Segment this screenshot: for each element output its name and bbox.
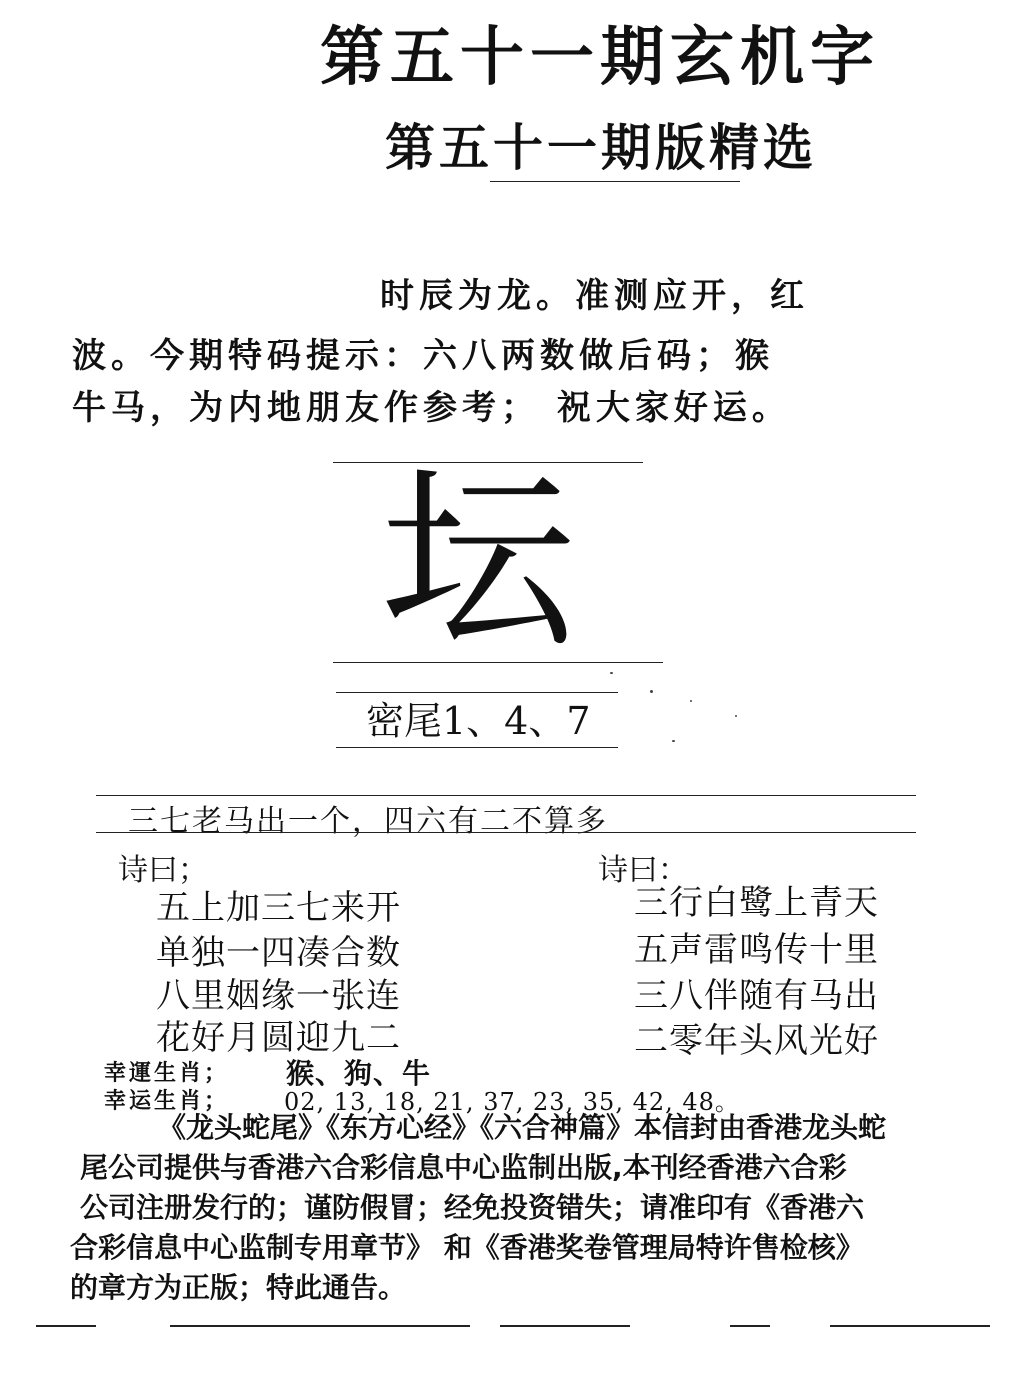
- poem-left-line-1: 五上加三七来开: [156, 888, 401, 928]
- lucky-zodiac-value: 猴、狗、牛: [286, 1057, 432, 1090]
- poem-left-line-3: 八里姻缘一张连: [156, 976, 401, 1016]
- notice-line-3: 公司注册发行的；谨防假冒；经免投资错失；请准印有《香港六: [80, 1191, 865, 1224]
- notice-line-5: 的章方为正版；特此通告。: [70, 1271, 407, 1304]
- poem-left-label: 诗曰；: [118, 853, 208, 888]
- print-speck: [690, 700, 692, 702]
- verse-bottom-rule: [96, 832, 916, 833]
- poem-left-line-4: 花好月圆迎九二: [156, 1018, 401, 1058]
- poem-left-line-2: 单独一四凑合数: [156, 933, 401, 973]
- subtitle-underline: [490, 181, 740, 182]
- intro-line-1: 时辰为龙。准测应开，红: [380, 276, 809, 316]
- page-subtitle: 第五十一期版精选: [385, 118, 817, 177]
- riddle-character: 坛: [379, 448, 576, 676]
- print-speck: [610, 672, 613, 674]
- mi-wei-text: 密尾1、4、7: [366, 699, 591, 743]
- footer-dash: [500, 1325, 630, 1327]
- lucky-zodiac-label: 幸運生肖；: [104, 1061, 230, 1086]
- notice-line-4: 合彩信息中心监制专用章节》 和《香港奖卷管理局特许售检核》: [70, 1231, 864, 1264]
- notice-line-2: 尾公司提供与香港六合彩信息中心监制出版,本刊经香港六合彩: [80, 1151, 847, 1184]
- notice-block: [70, 1108, 970, 1308]
- poem-right-line-4: 二零年头风光好: [634, 1021, 879, 1061]
- footer-dash: [830, 1325, 990, 1327]
- poem-right-line-1: 三行白鹭上青天: [634, 883, 879, 923]
- notice-line-1: 《龙头蛇尾》《东方心经》《六合神篇》本信封由香港龙头蛇: [158, 1111, 887, 1144]
- footer-dash: [730, 1325, 770, 1327]
- lucky-numbers-label: 幸运生肖；: [104, 1089, 230, 1114]
- footer-dash: [36, 1325, 96, 1327]
- page-title: 第五十一期玄机字: [320, 21, 880, 95]
- footer-dash: [170, 1325, 470, 1327]
- intro-line-2: 波。今期特码提示：六八两数做后码；猴: [72, 336, 774, 376]
- print-speck: [735, 715, 737, 717]
- verse-line: 三七老马出一个，四六有二不算多: [128, 804, 608, 839]
- poem-right-line-2: 五声雷鸣传十里: [634, 930, 879, 970]
- poem-right-label: 诗曰：: [598, 853, 688, 888]
- mi-wei-box: [336, 692, 618, 748]
- riddle-bottom-rule: [333, 662, 663, 663]
- print-speck: [650, 690, 653, 693]
- print-speck: [672, 740, 675, 742]
- lucky-numbers-value: 02, 13, 18, 21, 37, 23, 35, 42, 48。: [284, 1088, 740, 1116]
- poem-right-line-3: 三八伴随有马出: [634, 976, 879, 1016]
- intro-line-3: 牛马，为内地朋友作参考； 祝大家好运。: [72, 388, 791, 428]
